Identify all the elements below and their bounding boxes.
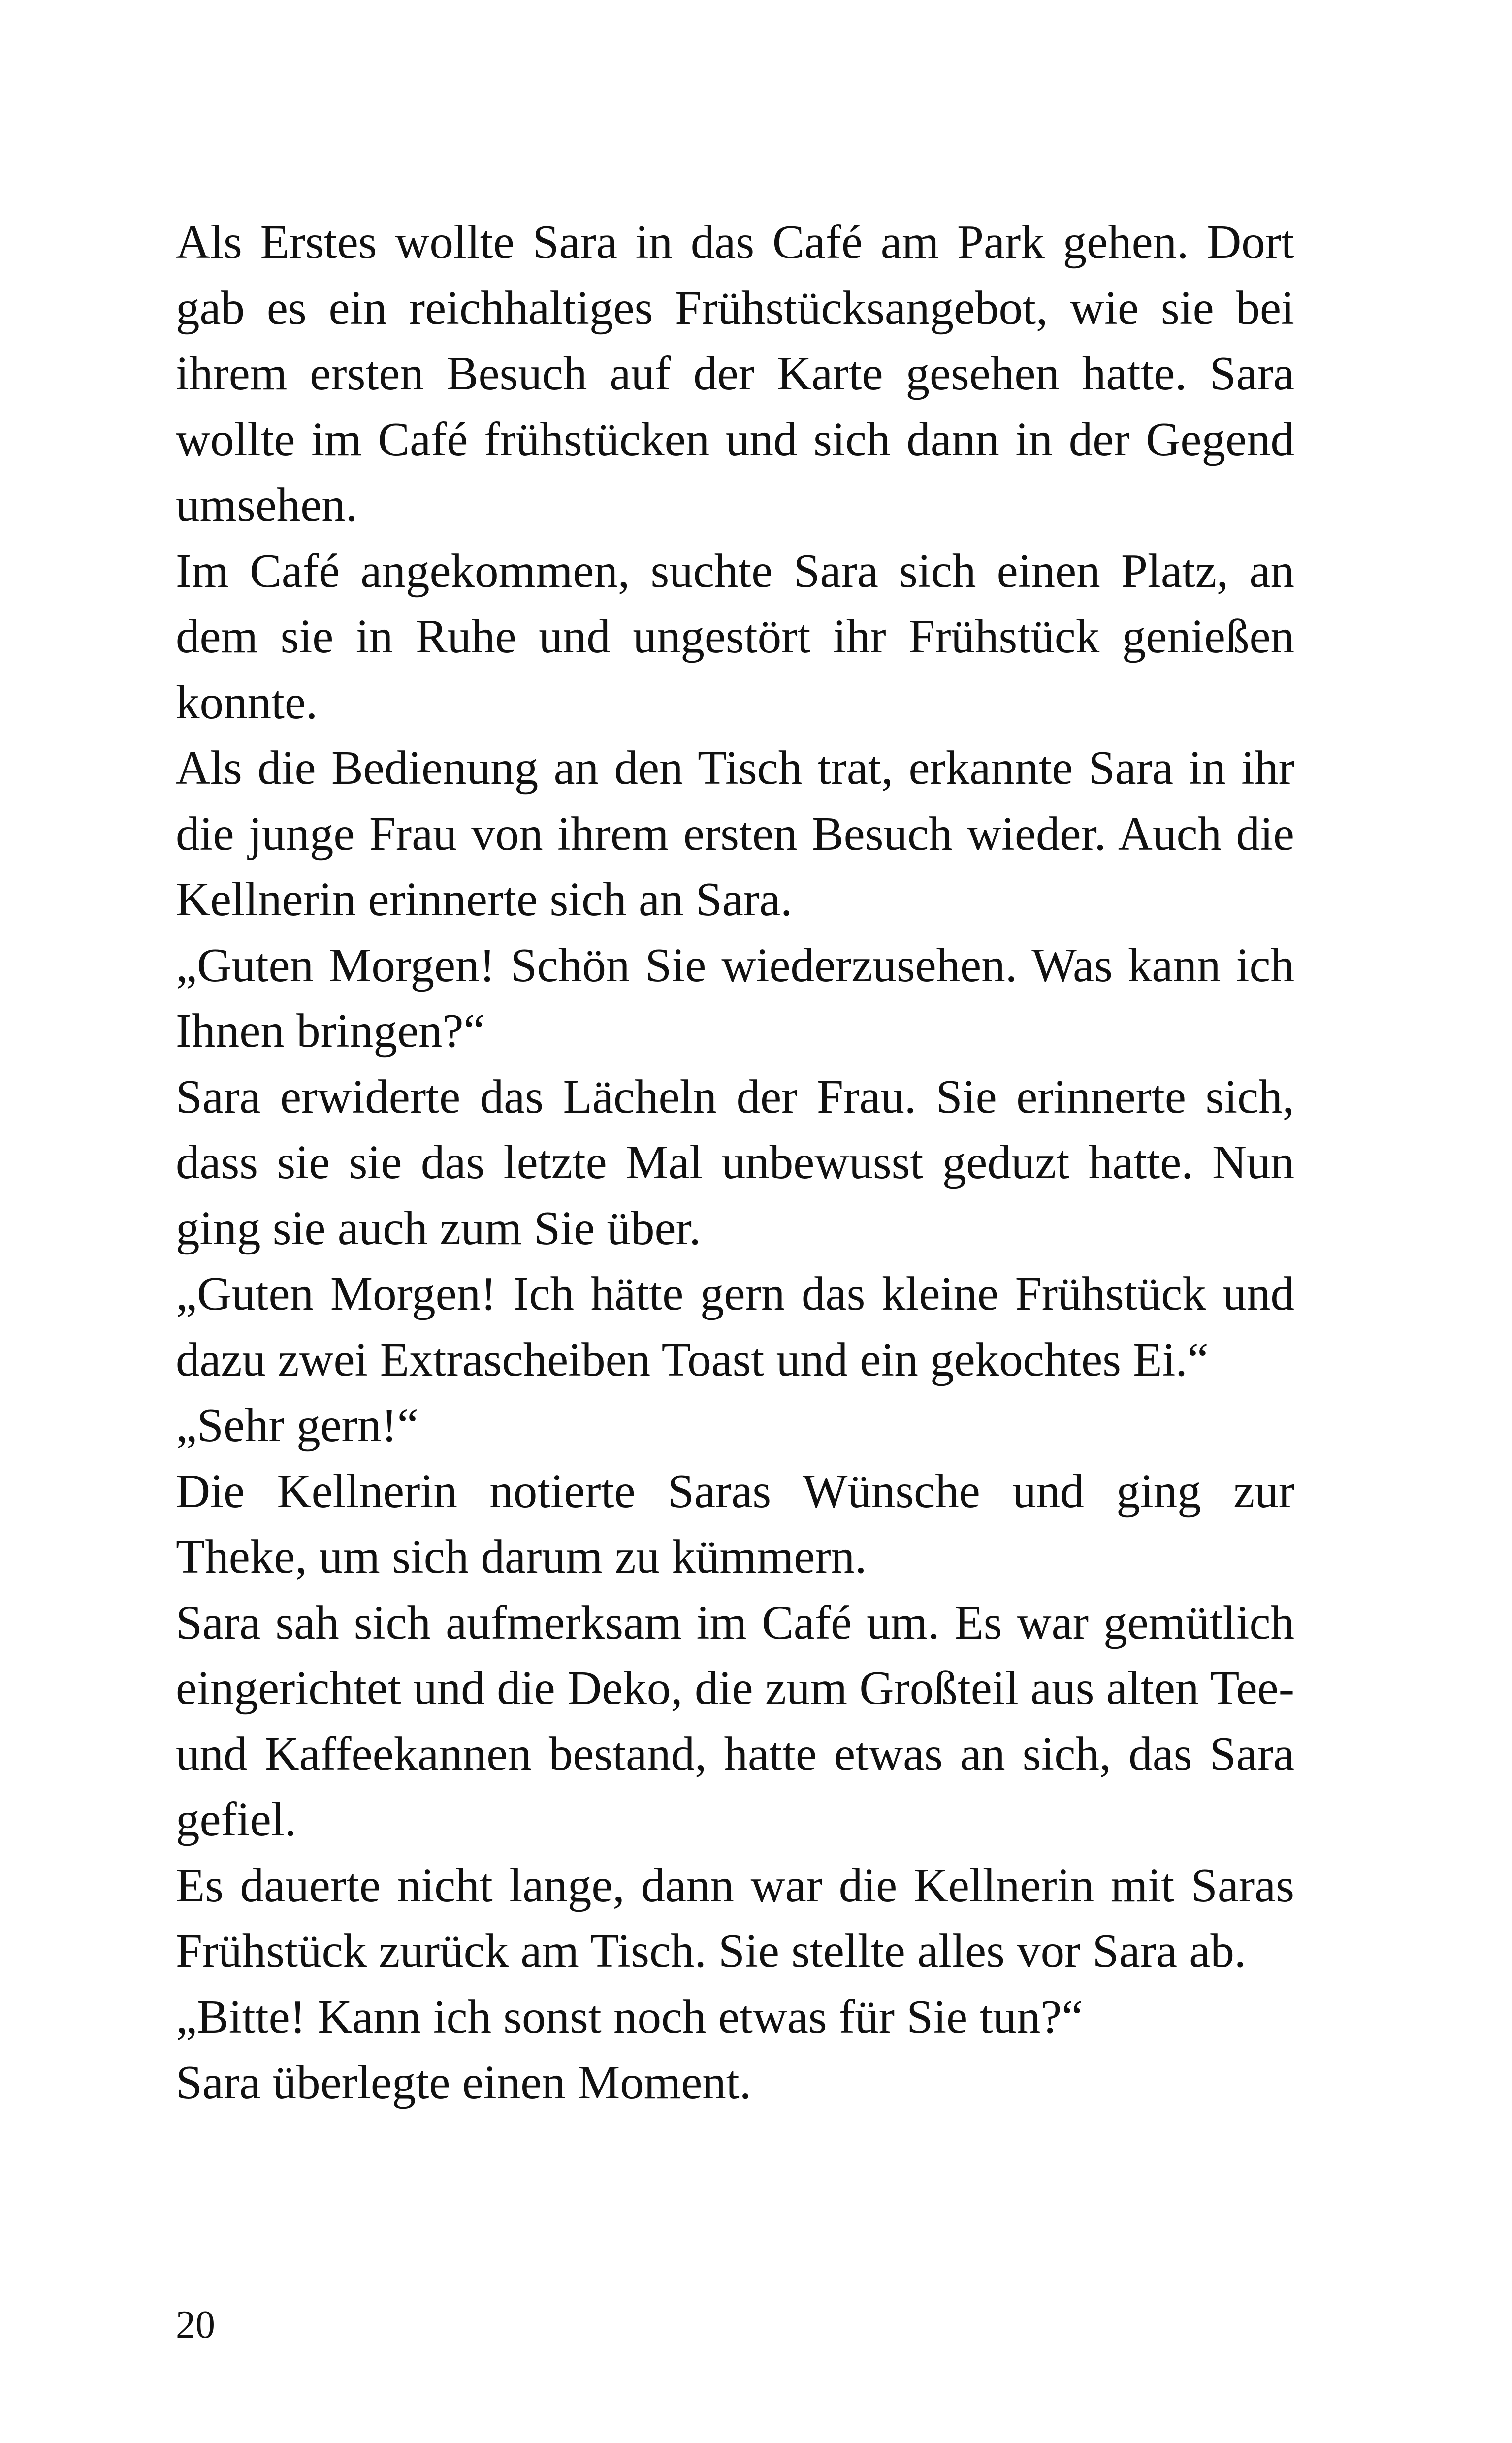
paragraph: Sara erwiderte das Lächeln der Frau. Sie erinnerte sich, dass sie sie das letzte Mal unbewusst geduzt hatte. Nun ging sie auch zum Sie über. [176,1070,1294,1254]
paragraph: „Bitte! Kann ich sonst noch etwas für Sie tun?“ [176,1990,1083,2043]
page-number: 20 [176,2303,215,2347]
paragraph: „Guten Morgen! Schön Sie wiederzusehen. Was kann ich Ihnen bringen?“ [176,938,1294,1057]
paragraph: Im Café angekommen, suchte Sara sich einen Platz, an dem sie in Ruhe und ungestört ihr Frühstück genießen konnte. [176,544,1294,729]
paragraph: Als die Bedienung an den Tisch trat, erkannte Sara in ihr die junge Frau von ihrem ersten Besuch wieder. Auch die Kellnerin erinnerte sich an Sara. [176,741,1294,926]
body-text [176,209,1294,2116]
paragraph: Sara sah sich aufmerksam im Café um. Es war gemütlich eingerichtet und die Deko, die zum Großteil aus alten Tee- und Kaffeekannen bestand, hatte etwas an sich, das Sara gefiel. [176,1596,1294,1846]
paragraph: „Guten Morgen! Ich hätte gern das kleine Frühstück und dazu zwei Extrascheiben Toast und ein gekochtes Ei.“ [176,1267,1294,1386]
paragraph: Die Kellnerin notierte Saras Wünsche und ging zur Theke, um sich darum zu kümmern. [176,1464,1294,1583]
paragraph: „Sehr gern!“ [176,1399,418,1451]
paragraph: Es dauerte nicht lange, dann war die Kellnerin mit Saras Frühstück zurück am Tisch. Sie stellte alles vor Sara ab. [176,1859,1294,1977]
paragraph: Als Erstes wollte Sara in das Café am Park gehen. Dort gab es ein reichhaltiges Frühstücksangebot, wie sie bei ihrem ersten Besuch auf der Karte gesehen hatte. Sara wollte im Café frühstücken und sich dann in der Gegend umsehen. [176,216,1294,531]
paragraph: Sara überlegte einen Moment. [176,2056,751,2109]
